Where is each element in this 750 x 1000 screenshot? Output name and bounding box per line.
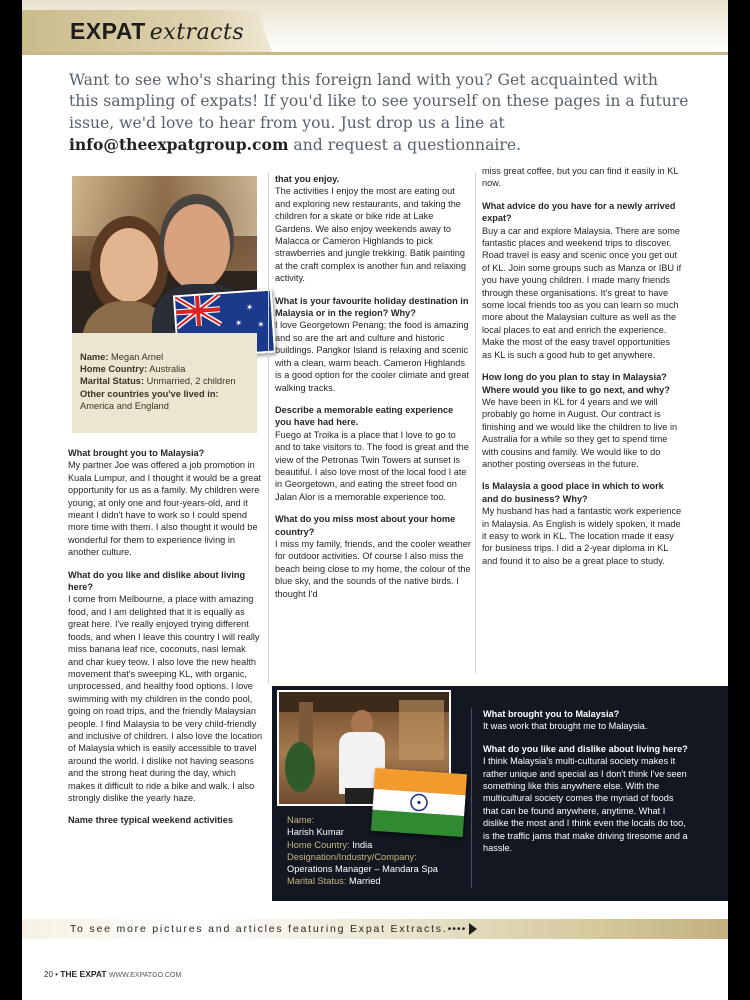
question: What brought you to Malaysia? [483, 709, 620, 719]
promo-link[interactable] [70, 923, 477, 935]
brand-bold: EXPAT [70, 18, 146, 44]
question: Describe a memorable eating experience you have had here. [275, 404, 454, 428]
profile-details-megan [80, 351, 260, 412]
name-label: Name: [287, 815, 315, 825]
question: What do you like and dislike about living here? [483, 743, 688, 754]
question: What brought you to Malaysia? [68, 448, 205, 458]
qa-block [482, 480, 682, 567]
question: that you enjoy. [275, 174, 340, 184]
qa-block [275, 513, 471, 600]
answer: Fuego at Troika is a place that I love to go to and to take visitors to. The food is great and the view of the Petronas Twin Towers at sunset is beautiful. I also love most of the local food I ate in Georgetown, and eating the street food on Jalan Alor is a memorable experience too. [275, 429, 469, 502]
answer: I come from Melbourne, a place with amazing food, and I am delighted that it is equally as great here. I've really enjoyed trying different foods, and when I leave this country I will really miss banana leaf rice, coconuts, nasi lemak and char kuey teow. I also love the new health movement that's sweeping KL, with organic, unprocessed, and healthy food options. I love swimming with my children in the condo pool, going on road trips, and the friendly Malaysian people. I find Malaysia to be very child-friendly and inclusive of children. I also love the location of Malaysia which is easily accessible to travel around the world. I dislike not having seasons and the strong heat during the day, which makes it difficult to ride a bike and walk. I also strongly dislike the yearly haze. [68, 594, 263, 803]
home-country-label: Home Country: [80, 364, 148, 375]
section-title [70, 18, 244, 45]
page-number: 20 [44, 970, 53, 979]
marital-status-value: Unmarried, 2 children [146, 376, 236, 387]
home-country-label: Home Country: [287, 839, 350, 850]
harish-qa-column [483, 708, 688, 864]
qa-block [275, 173, 471, 285]
qa-block [483, 708, 688, 733]
marital-status-label: Marital Status: [80, 376, 145, 387]
magazine-url[interactable]: WWW.EXPATGO.COM [108, 972, 182, 979]
marital-status-value: Married [349, 876, 381, 887]
home-country-value: Australia [149, 364, 186, 375]
intro-text: Want to see who's sharing this foreign land with you? Get acquainted with this sampling of expats! If you'd like to see yourself on these pages in a future issue, we'd love to hear from you. Just drop us a line at [69, 71, 689, 132]
designation-label: Designation/Industry/Company: [287, 851, 417, 862]
header-divider [22, 52, 728, 55]
answer: My partner Joe was offered a job promotion in Kuala Lumpur, and I thought it would be a great opportunity for us as a family. My children were young, at only one and four-years-old, and it meant I didn't have to work so I could spend more time with them. I also thought it would be wonderful for them to experience living in another culture. [68, 460, 262, 558]
intro-paragraph [69, 70, 689, 156]
answer: Buy a car and explore Malaysia. There are some fantastic places and weekend trips to discover. Road travel is easy and scenic once you get out of KL. Join some groups such as Manza or IBU if you have young children. I made many friends through these organisations. It's great to have some local friends too as you can learn so much more about the Malaysian culture as well as the local places to eat and enrich the experience. Make the most of the easy travel opportunities as KL is such a good hub to get anywhere. [482, 225, 682, 360]
home-country-value: India [352, 839, 373, 850]
magazine-page [22, 0, 728, 1000]
name-value: Megan Arnel [111, 352, 164, 362]
article-column-2 [275, 173, 471, 610]
designation-value: Operations Manager – Mandara Spa [287, 864, 438, 875]
contact-email-link[interactable]: info@theexpatgroup.com [69, 134, 289, 154]
brand-script: extracts [149, 20, 245, 45]
column-divider [268, 173, 269, 683]
marital-status-label: Marital Status: [287, 876, 347, 887]
answer: The activities I enjoy the most are eating out and exploring new restaurants, and taking the children for a skate or bike ride at Lake Gardens. We also enjoy weekends away to Malacca or Cameron Highlands to pick strawberries and jungle trekking. Batik painting at the craft complex is another fun and relaxing activity. [275, 186, 467, 284]
panel-divider [471, 708, 472, 888]
qa-block [482, 371, 682, 470]
column-divider [475, 173, 476, 673]
triangle-right-icon [469, 923, 477, 935]
question: Is Malaysia a good place in which to work and do business? Why? [482, 481, 664, 504]
promo-dots: •••• [447, 923, 467, 935]
answer: My husband has had a fantastic work experience in Malaysia. As English is widely spoken, it made it easy to work in KL. The location made it easy for business trips. I did a 2-year diploma in KL and found it to also be a great place to study. [482, 506, 682, 566]
other-countries-value: America and England [80, 400, 169, 411]
article-column-1 [68, 447, 263, 837]
qa-block [275, 295, 471, 394]
intro-text-end: and request a questionnaire. [288, 135, 522, 154]
answer: It was work that brought me to Malaysia. [483, 721, 648, 732]
name-label: Name: [80, 352, 109, 362]
article-column-3 [482, 165, 682, 577]
qa-block [68, 814, 263, 826]
qa-block [482, 165, 682, 190]
question: How long do you plan to stay in Malaysia? Where would you like to go next, and why? [482, 372, 670, 395]
question: What do you miss most about your home country? [275, 514, 456, 537]
answer: miss great coffee, but you can find it easily in KL now. [482, 166, 679, 189]
page-footer [44, 969, 181, 979]
question: What advice do you have for a newly arrived expat? [482, 200, 676, 224]
qa-block [68, 447, 263, 559]
answer: We have been in KL for 4 years and we will probably go home in August. Our contract is finishing and we would like the children to live in Australia for a while so they get to spend time with cousins and family. We would like to do another posting overseas in the future. [482, 396, 678, 469]
profile-details-harish [287, 814, 467, 888]
question: What is your favourite holiday destination in Malaysia or in the region? Why? [275, 295, 469, 319]
name-value: Harish Kumar [287, 827, 344, 838]
svg-text:✶: ✶ [234, 318, 243, 330]
answer: I miss my family, friends, and the cooler weather for outdoor activities. Of course I also miss the beach being close to my home, the colour of the blue sky, and the sounds of the native birds. I thought I'd [275, 538, 471, 599]
qa-block [68, 569, 263, 805]
question: What do you like and dislike about living here? [68, 569, 246, 593]
magazine-name: THE EXPAT [60, 969, 107, 979]
question: Name three typical weekend activities [68, 815, 233, 826]
answer: I think Malaysia's multi-cultural society makes it rather unique and special as I don't think I've seen something like this anywhere else. With the multicultural society comes the myriad of foods that can be found anywhere, anytime. What I dislike the most and I think even the locals do too, is the traffic jams that make driving tiresome and a hassle. [483, 756, 688, 854]
svg-text:✶: ✶ [256, 320, 266, 331]
qa-block [483, 743, 688, 855]
qa-block [275, 404, 471, 503]
qa-block [482, 200, 682, 361]
footer-bullet: • [55, 970, 58, 979]
promo-text: To see more pictures and articles featuring Expat Extracts. [70, 923, 448, 935]
answer: I love Georgetown Penang; the food is amazing and so are the art and culture and historic buildings. Pangkor Island is relaxing and scenic with a clean, warm beach. Cameron Highlands is a good option for the cooler climate and great walking tracks. [275, 320, 470, 393]
svg-text:✶: ✶ [245, 302, 254, 314]
other-countries-label: Other countries you've lived in: [80, 388, 219, 399]
